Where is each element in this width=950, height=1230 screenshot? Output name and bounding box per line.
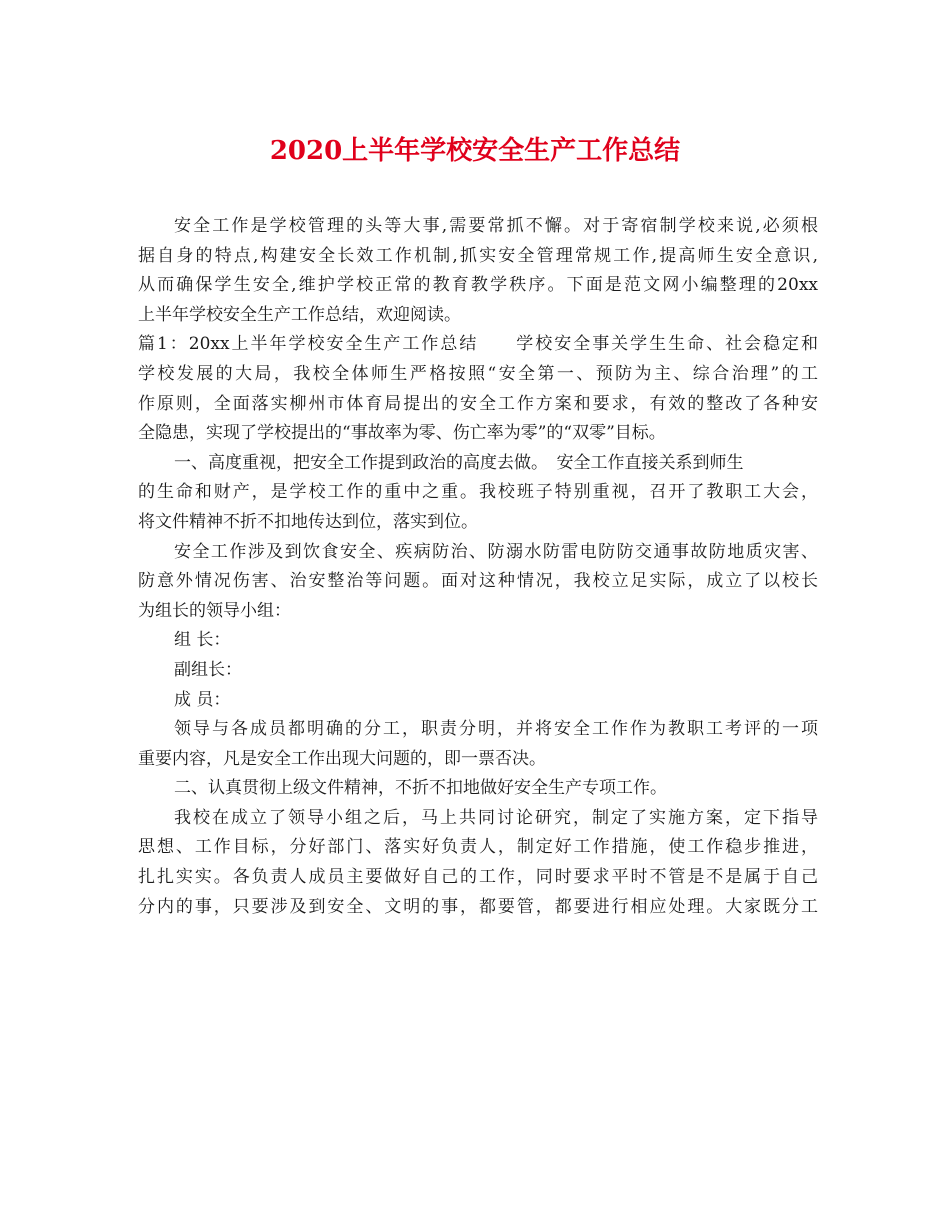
text-line: 将文件精神不折不扣地传达到位，落实到位。 bbox=[138, 511, 478, 532]
text-line: 安全工作是学校管理的头等大事,需要常抓不懈。对于寄宿制学校来说,必须根 bbox=[174, 216, 818, 236]
text-line: 重要内容，凡是安全工作出现大问题的，即一票否决。 bbox=[138, 748, 546, 769]
text-line: 篇1：20xx上半年学校安全生产工作总结 学校安全事关学生生命、社会稳定和 bbox=[138, 334, 818, 355]
text-line: 作原则，全面落实柳州市体育局提出的安全工作方案和要求，有效的整改了各种安 bbox=[138, 393, 818, 414]
text-line: 的生命和财产，是学校工作的重中之重。我校班子特别重视，召开了教职工大会， bbox=[138, 482, 818, 503]
text-line: 组 长： bbox=[174, 630, 231, 651]
text-line: 思想、工作目标，分好部门、落实好负责人，制定好工作措施，使工作稳步推进， bbox=[138, 837, 818, 858]
text-line: 据自身的特点,构建安全长效工作机制,抓实安全管理常规工作,提高师生安全意识, bbox=[138, 245, 818, 266]
text-line: 全隐患，实现了学校提出的“事故率为零、伤亡率为零”的“双零”目标。 bbox=[138, 423, 666, 444]
text-line: 防意外情况伤害、治安整治等问题。面对这种情况，我校立足实际，成立了以校长 bbox=[138, 571, 818, 592]
text-line: 安全工作涉及到饮食安全、疾病防治、防溺水防雷电防防交通事故防地质灾害、 bbox=[174, 541, 818, 562]
text-line: 为组长的领导小组： bbox=[138, 600, 291, 621]
document-body bbox=[138, 212, 818, 922]
document-title: 2020上半年学校安全生产工作总结 bbox=[269, 136, 681, 166]
text-line: 我校在成立了领导小组之后，马上共同讨论研究，制定了实施方案，定下指导 bbox=[174, 807, 818, 828]
text-line: 二、认真贯彻上级文件精神，不折不扣地做好安全生产专项工作。 bbox=[174, 778, 667, 799]
text-line: 从而确保学生安全,维护学校正常的教育教学秩序。下面是范文网小编整理的20xx bbox=[138, 275, 818, 296]
text-line: 成 员： bbox=[174, 689, 231, 710]
text-line: 领导与各成员都明确的分工，职责分明，并将安全工作作为教职工考评的一项 bbox=[174, 719, 818, 740]
text-line: 扎扎实实。各负责人成员主要做好自己的工作，同时要求平时不管是不是属于自己 bbox=[138, 867, 818, 888]
text-line: 学校发展的大局，我校全体师生严格按照“安全第一、预防为主、综合治理”的工 bbox=[138, 363, 818, 384]
text-line: 分内的事，只要涉及到安全、文明的事，都要管，都要进行相应处理。大家既分工 bbox=[138, 896, 818, 917]
text-line: 上半年学校安全生产工作总结，欢迎阅读。 bbox=[138, 304, 461, 325]
text-line: 一、高度重视，把安全工作提到政治的高度去做。 安全工作直接关系到师生 bbox=[174, 452, 744, 473]
text-line: 副组长： bbox=[174, 659, 242, 680]
